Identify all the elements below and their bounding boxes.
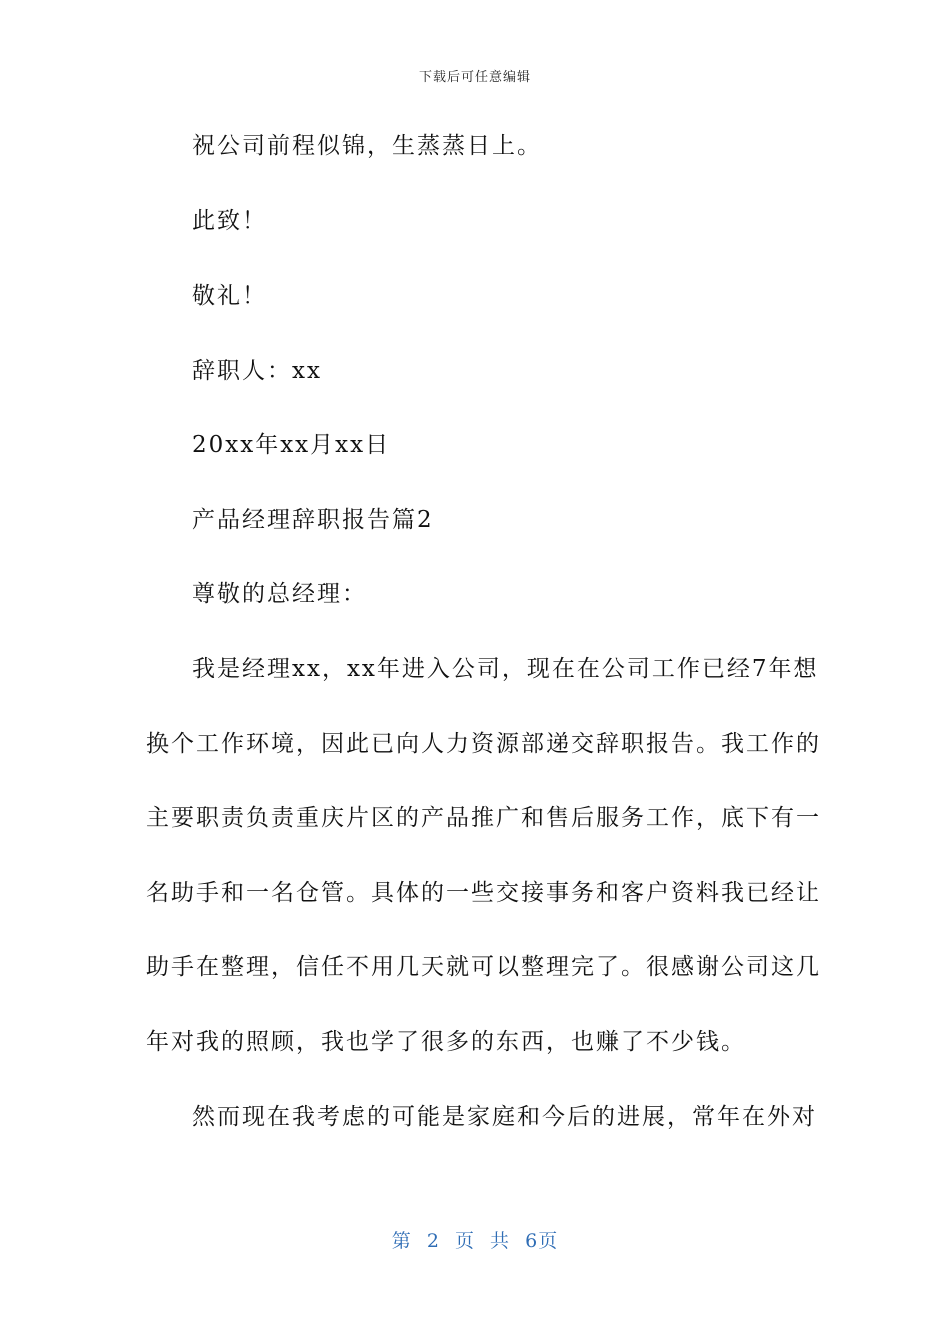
paragraph-line: 换个工作环境，因此已向人力资源部递交辞职报告。我工作的	[146, 731, 821, 757]
page-header: 下载后可任意编辑	[418, 70, 531, 85]
section-title: 产品经理辞职报告篇2	[192, 507, 434, 533]
closing-wish: 祝公司前程似锦，生蒸蒸日上。	[192, 133, 542, 159]
addressee-line: 尊敬的总经理：	[192, 581, 367, 607]
paragraph-line: 我是经理xx，xx年进入公司，现在在公司工作已经7年想	[192, 656, 819, 682]
paragraph-line: 名助手和一名仓管。具体的一些交接事务和客户资料我已经让	[146, 880, 821, 906]
paragraph-line: 助手在整理，信任不用几天就可以整理完了。很感谢公司这几	[146, 954, 821, 980]
footer-page-unit: 页	[454, 1230, 475, 1252]
paragraph-line: 然而现在我考虑的可能是家庭和今后的进展，常年在外对	[192, 1104, 817, 1130]
footer-total-pages: 6页	[525, 1230, 559, 1252]
paragraph-line: 主要职责负责重庆片区的产品推广和售后服务工作，底下有一	[146, 805, 821, 831]
salutation-line-1: 此致！	[192, 208, 267, 234]
footer-total-label: 共	[490, 1230, 511, 1252]
footer-current-page: 2	[426, 1230, 440, 1252]
salutation-line-2: 敬礼！	[192, 283, 267, 309]
footer-page-label: 第	[391, 1230, 412, 1252]
date-line: 20xx年xx月xx日	[192, 432, 391, 458]
signatory-line: 辞职人：xx	[192, 358, 322, 384]
page-footer	[0, 1226, 950, 1253]
paragraph-line: 年对我的照顾，我也学了很多的东西，也赚了不少钱。	[146, 1029, 746, 1055]
